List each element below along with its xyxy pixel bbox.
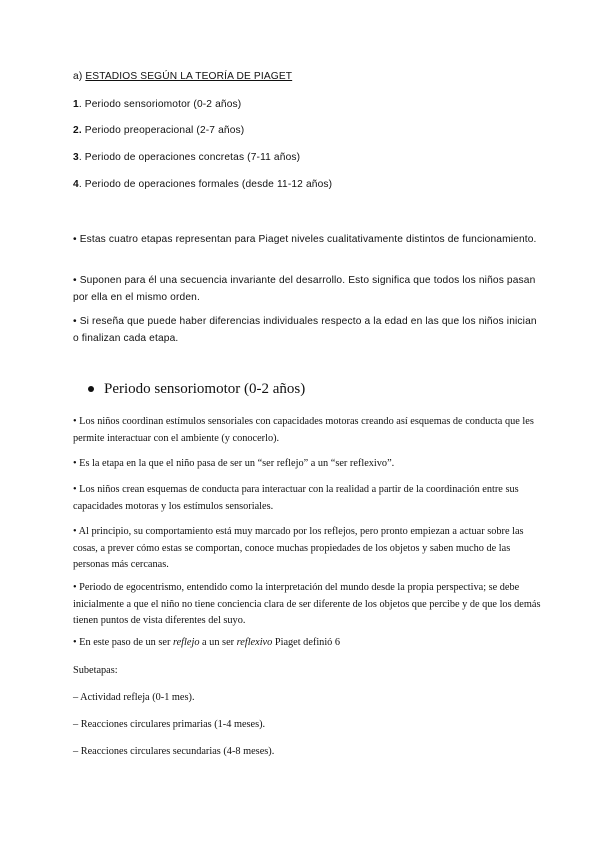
step-line-text: a un ser: [199, 637, 237, 648]
section-prefix: a): [73, 71, 86, 82]
stage-number: 1: [73, 99, 79, 110]
stage-text: Periodo preoperacional (2-7 años): [81, 125, 245, 136]
section-heading-text: Periodo sensoriomotor (0-2 años): [104, 381, 306, 397]
step-line-text: Piaget definió 6: [272, 637, 341, 648]
stage-item-4: [73, 179, 332, 190]
stage-number: 3: [73, 152, 79, 163]
detail-paragraph: • Los niños crean esquemas de conducta para interactuar con la realidad a partir de la coordinación entre sus capacidades motoras y los estímulos sensoriales.: [73, 484, 519, 512]
note-paragraph: • Si reseña que puede haber diferencias individuales respecto a la edad en las que los niños inician o finalizan cada etapa.: [73, 316, 537, 344]
step-line-emphasis: reflexivo: [236, 637, 273, 648]
stage-item-1: [73, 99, 241, 110]
subetapa-item: – Actividad refleja (0-1 mes).: [73, 692, 195, 703]
stage-text: . Periodo sensoriomotor (0-2 años): [78, 99, 242, 110]
detail-paragraph: • Periodo de egocentrismo, entendido como la interpretación del mundo desde la propia perspectiva; se debe inicialmente a que el niño no tiene conciencia clara de ser diferente de los objetos que percibe y de que los demás tienen puntos de vista diferentes del suyo.: [73, 582, 541, 626]
stage-text: . Periodo de operaciones concretas (7-11 años): [78, 152, 301, 163]
stage-item-3: [73, 152, 300, 163]
stage-number: 2.: [73, 125, 82, 136]
section-title-text: ESTADIOS SEGÚN LA TEORÍA DE PIAGET: [85, 71, 293, 82]
bullet-icon: [88, 386, 94, 392]
detail-paragraph: • Los niños coordinan estímulos sensoriales con capacidades motoras creando así esquemas de conducta que les permite interactuar con el ambiente (y conocerlo).: [73, 416, 534, 444]
subetapas-label: Subetapas:: [73, 665, 118, 676]
detail-paragraph: • Es la etapa en la que el niño pasa de ser un “ser reflejo” a un “ser reflexivo”.: [73, 458, 395, 469]
stage-text: . Periodo de operaciones formales (desde 11-12 años): [78, 179, 333, 190]
stage-number: 4: [73, 179, 79, 190]
note-paragraph: • Suponen para él una secuencia invariante del desarrollo. Esto significa que todos los niños pasan por ella en el mismo orden.: [73, 275, 536, 303]
subetapa-item: – Reacciones circulares secundarias (4-8 meses).: [73, 746, 275, 757]
section-heading: [88, 381, 305, 398]
subetapa-item: – Reacciones circulares primarias (1-4 meses).: [73, 719, 266, 730]
step-line: [73, 635, 543, 652]
section-title: [73, 71, 292, 82]
detail-paragraph: • Al principio, su comportamiento está muy marcado por los reflejos, pero pronto empiezan a actuar sobre las cosas, a prever cómo estas se comportan, conoce muchas propiedades de los objetos y saben mucho de las personas más cercanas.: [73, 526, 524, 570]
note-paragraph: • Estas cuatro etapas representan para Piaget niveles cualitativamente distintos de funcionamiento.: [73, 234, 537, 245]
stage-item-2: [73, 125, 244, 136]
step-line-text: • En este paso de un ser: [73, 637, 173, 648]
step-line-emphasis: reflejo: [172, 637, 200, 648]
